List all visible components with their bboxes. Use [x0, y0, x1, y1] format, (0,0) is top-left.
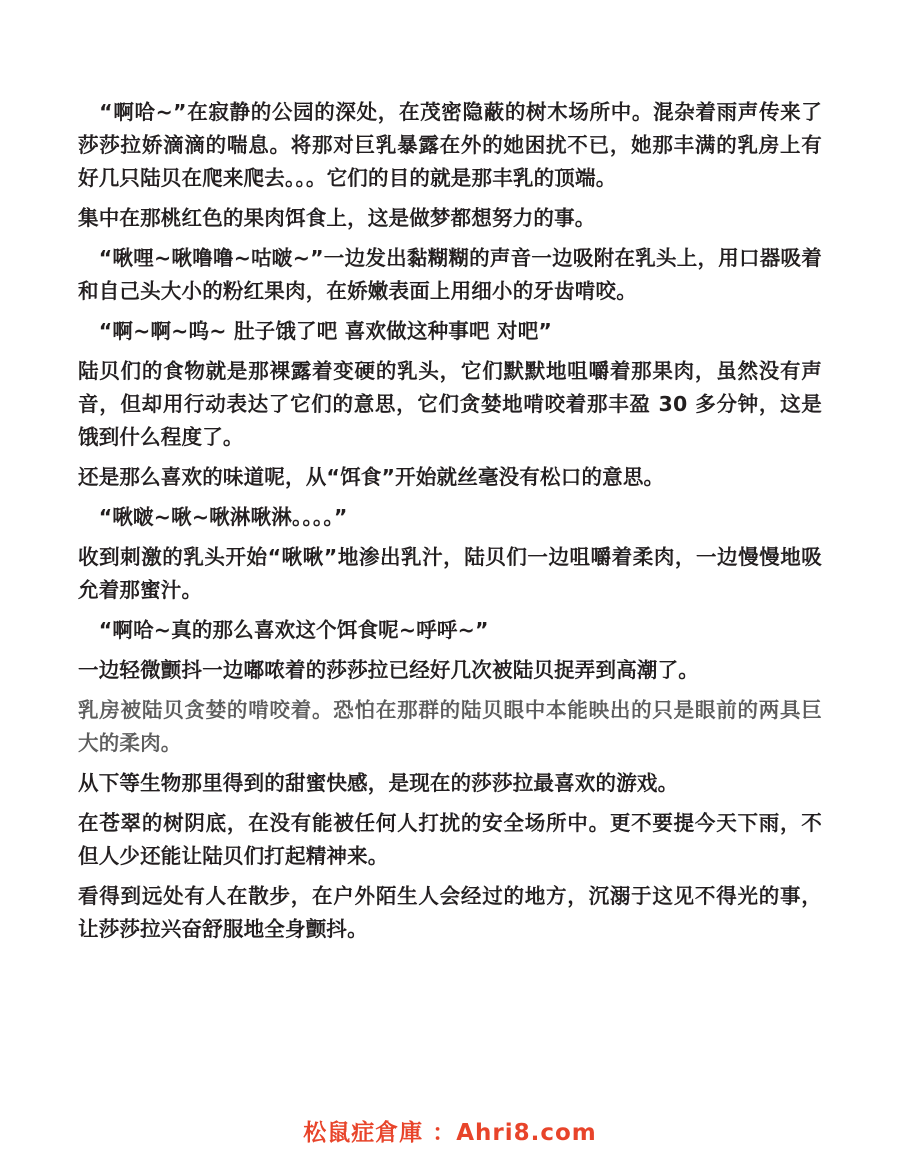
- paragraph: 陆贝们的食物就是那裸露着变硬的乳头，它们默默地咀嚼着那果肉，虽然没有声音，但却用行动表达了它们的意思，它们贪婪地啃咬着那丰盈 30 多分钟，这是饿到什么程度了。: [78, 359, 822, 449]
- paragraph: “啊哈~真的那么喜欢这个饵食呢~呼呼~”: [78, 618, 489, 642]
- paragraph: 从下等生物那里得到的甜蜜快感，是现在的莎莎拉最喜欢的游戏。: [78, 771, 679, 795]
- paragraph: 还是那么喜欢的味道呢，从“饵食”开始就丝毫没有松口的意思。: [78, 465, 665, 489]
- paragraph: 一边轻微颤抖一边嘟哝着的莎莎拉已经好几次被陆贝捉弄到高潮了。: [78, 658, 699, 682]
- paragraph: “啊哈~”在寂静的公园的深处，在茂密隐蔽的树木场所中。混杂着雨声传来了莎莎拉娇滴滴的喘息。将那对巨乳暴露在外的她困扰不已，她那丰满的乳房上有好几只陆贝在爬来爬去。。。它们的目的就是那丰乳的顶端。: [78, 100, 822, 190]
- paragraph: 集中在那桃红色的果肉饵食上，这是做梦都想努力的事。: [78, 206, 596, 230]
- paragraph: “啾哩~啾噜噜~咕啵~”一边发出黏糊糊的声音一边吸附在乳头上，用口器吸着和自己头大小的粉红果肉，在娇嫩表面上用细小的牙齿啃咬。: [78, 246, 822, 303]
- paragraph: “啾啵~啾~啾淋啾淋。。。。”: [78, 505, 348, 529]
- watermark-text: 松鼠症倉庫 ：Ahri8.com: [303, 1120, 597, 1146]
- paragraph: 在苍翠的树阴底，在没有能被任何人打扰的安全场所中。更不要提今天下雨，不但人少还能让陆贝们打起精神来。: [78, 811, 822, 868]
- paragraph: 乳房被陆贝贪婪的啃咬着。恐怕在那群的陆贝眼中本能映出的只是眼前的两具巨大的柔肉。: [78, 698, 822, 755]
- footer-watermark: [0, 1114, 900, 1147]
- document-body: [78, 96, 822, 953]
- paragraph: 看得到远处有人在散步，在户外陌生人会经过的地方，沉溺于这见不得光的事，让莎莎拉兴奋舒服地全身颤抖。: [78, 884, 822, 941]
- paragraph: 收到刺激的乳头开始“啾啾”地渗出乳汁，陆贝们一边咀嚼着柔肉，一边慢慢地吸允着那蜜汁。: [78, 545, 822, 602]
- paragraph: “啊~啊~呜~ 肚子饿了吧 喜欢做这种事吧 对吧”: [78, 319, 553, 343]
